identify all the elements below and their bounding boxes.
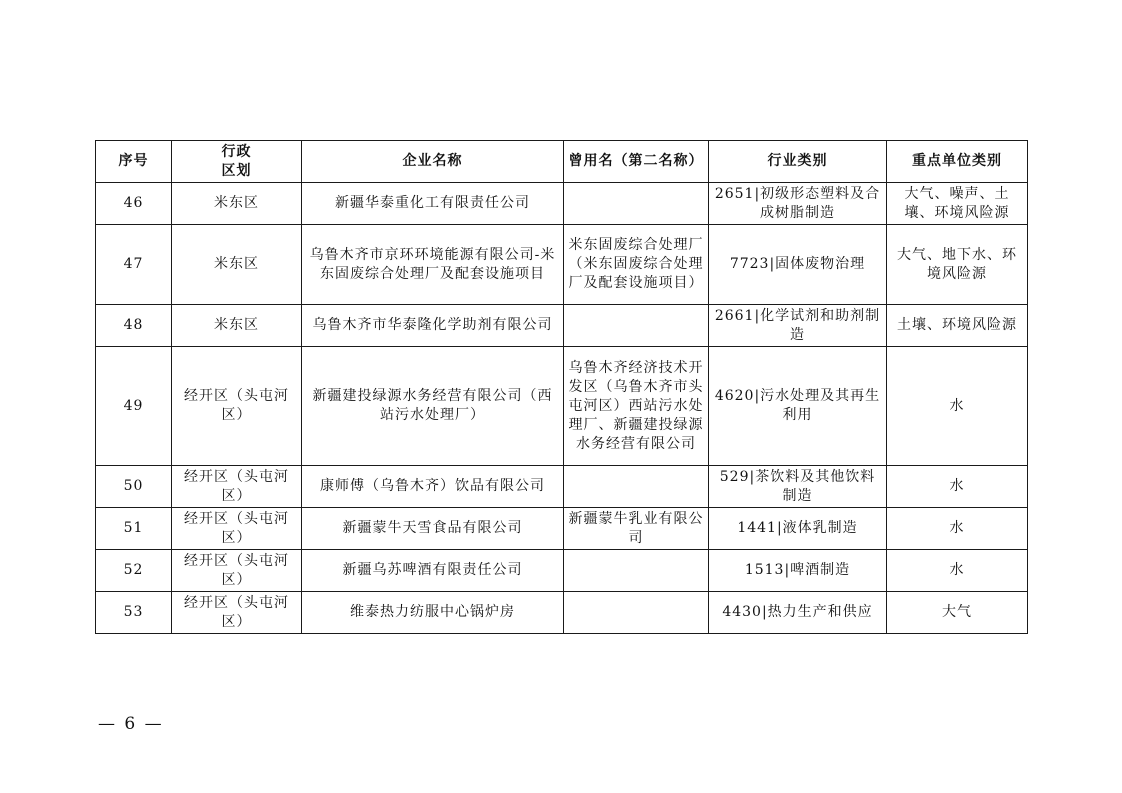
row-industry: 529|茶饮料及其他饮料制造 (709, 466, 887, 508)
row-no: 52 (96, 550, 172, 592)
table-row (96, 183, 1028, 225)
row-no: 53 (96, 592, 172, 634)
row-no: 51 (96, 508, 172, 550)
row-industry: 2661|化学试剂和助剂制造 (709, 305, 887, 347)
row-category: 大气 (887, 592, 1028, 634)
row-former-name: 乌鲁木齐经济技术开发区（乌鲁木齐市头屯河区）西站污水处理厂、新疆建投绿源水务经营有限公司 (564, 347, 709, 466)
row-district: 经开区（头屯河区） (172, 592, 302, 634)
row-no: 48 (96, 305, 172, 347)
table-row (96, 347, 1028, 466)
row-district: 经开区（头屯河区） (172, 550, 302, 592)
header-industry: 行业类别 (709, 141, 887, 183)
row-industry: 7723|固体废物治理 (709, 225, 887, 305)
row-district: 经开区（头屯河区） (172, 347, 302, 466)
row-category: 水 (887, 508, 1028, 550)
row-district: 经开区（头屯河区） (172, 508, 302, 550)
row-former-name (564, 466, 709, 508)
header-district (172, 141, 302, 183)
enterprise-table (95, 140, 1028, 634)
row-company: 康师傅（乌鲁木齐）饮品有限公司 (302, 466, 564, 508)
row-company: 新疆建投绿源水务经营有限公司（西站污水处理厂） (302, 347, 564, 466)
row-industry: 2651|初级形态塑料及合成树脂制造 (709, 183, 887, 225)
header-company: 企业名称 (302, 141, 564, 183)
row-former-name (564, 550, 709, 592)
header-category: 重点单位类别 (887, 141, 1028, 183)
row-company: 新疆华泰重化工有限责任公司 (302, 183, 564, 225)
row-industry: 4430|热力生产和供应 (709, 592, 887, 634)
header-no: 序号 (96, 141, 172, 183)
table-header-row (96, 141, 1028, 183)
row-former-name (564, 592, 709, 634)
table-row (96, 466, 1028, 508)
page-number: — 6 — (98, 714, 164, 734)
table-row (96, 305, 1028, 347)
row-former-name: 新疆蒙牛乳业有限公司 (564, 508, 709, 550)
row-district: 米东区 (172, 183, 302, 225)
table-row (96, 592, 1028, 634)
row-industry: 1513|啤酒制造 (709, 550, 887, 592)
row-company: 乌鲁木齐市华泰隆化学助剂有限公司 (302, 305, 564, 347)
row-no: 46 (96, 183, 172, 225)
header-former-name: 曾用名（第二名称） (564, 141, 709, 183)
table-row (96, 550, 1028, 592)
row-company: 新疆蒙牛天雪食品有限公司 (302, 508, 564, 550)
row-category: 水 (887, 347, 1028, 466)
table-row (96, 225, 1028, 305)
row-category: 大气、地下水、环境风险源 (887, 225, 1028, 305)
row-former-name (564, 183, 709, 225)
row-industry: 4620|污水处理及其再生利用 (709, 347, 887, 466)
row-industry: 1441|液体乳制造 (709, 508, 887, 550)
row-district: 米东区 (172, 305, 302, 347)
table-row (96, 508, 1028, 550)
row-company: 维泰热力纺服中心锅炉房 (302, 592, 564, 634)
row-former-name: 米东固废综合处理厂（米东固废综合处理厂及配套设施项目） (564, 225, 709, 305)
row-company: 乌鲁木齐市京环环境能源有限公司-米东固废综合处理厂及配套设施项目 (302, 225, 564, 305)
row-no: 50 (96, 466, 172, 508)
row-district: 经开区（头屯河区） (172, 466, 302, 508)
row-no: 47 (96, 225, 172, 305)
row-category: 土壤、环境风险源 (887, 305, 1028, 347)
row-former-name (564, 305, 709, 347)
row-no: 49 (96, 347, 172, 466)
row-company: 新疆乌苏啤酒有限责任公司 (302, 550, 564, 592)
row-category: 大气、噪声、土壤、环境风险源 (887, 183, 1028, 225)
row-category: 水 (887, 550, 1028, 592)
row-category: 水 (887, 466, 1028, 508)
header-district-text: 行政 区划 (221, 143, 252, 179)
row-district: 米东区 (172, 225, 302, 305)
